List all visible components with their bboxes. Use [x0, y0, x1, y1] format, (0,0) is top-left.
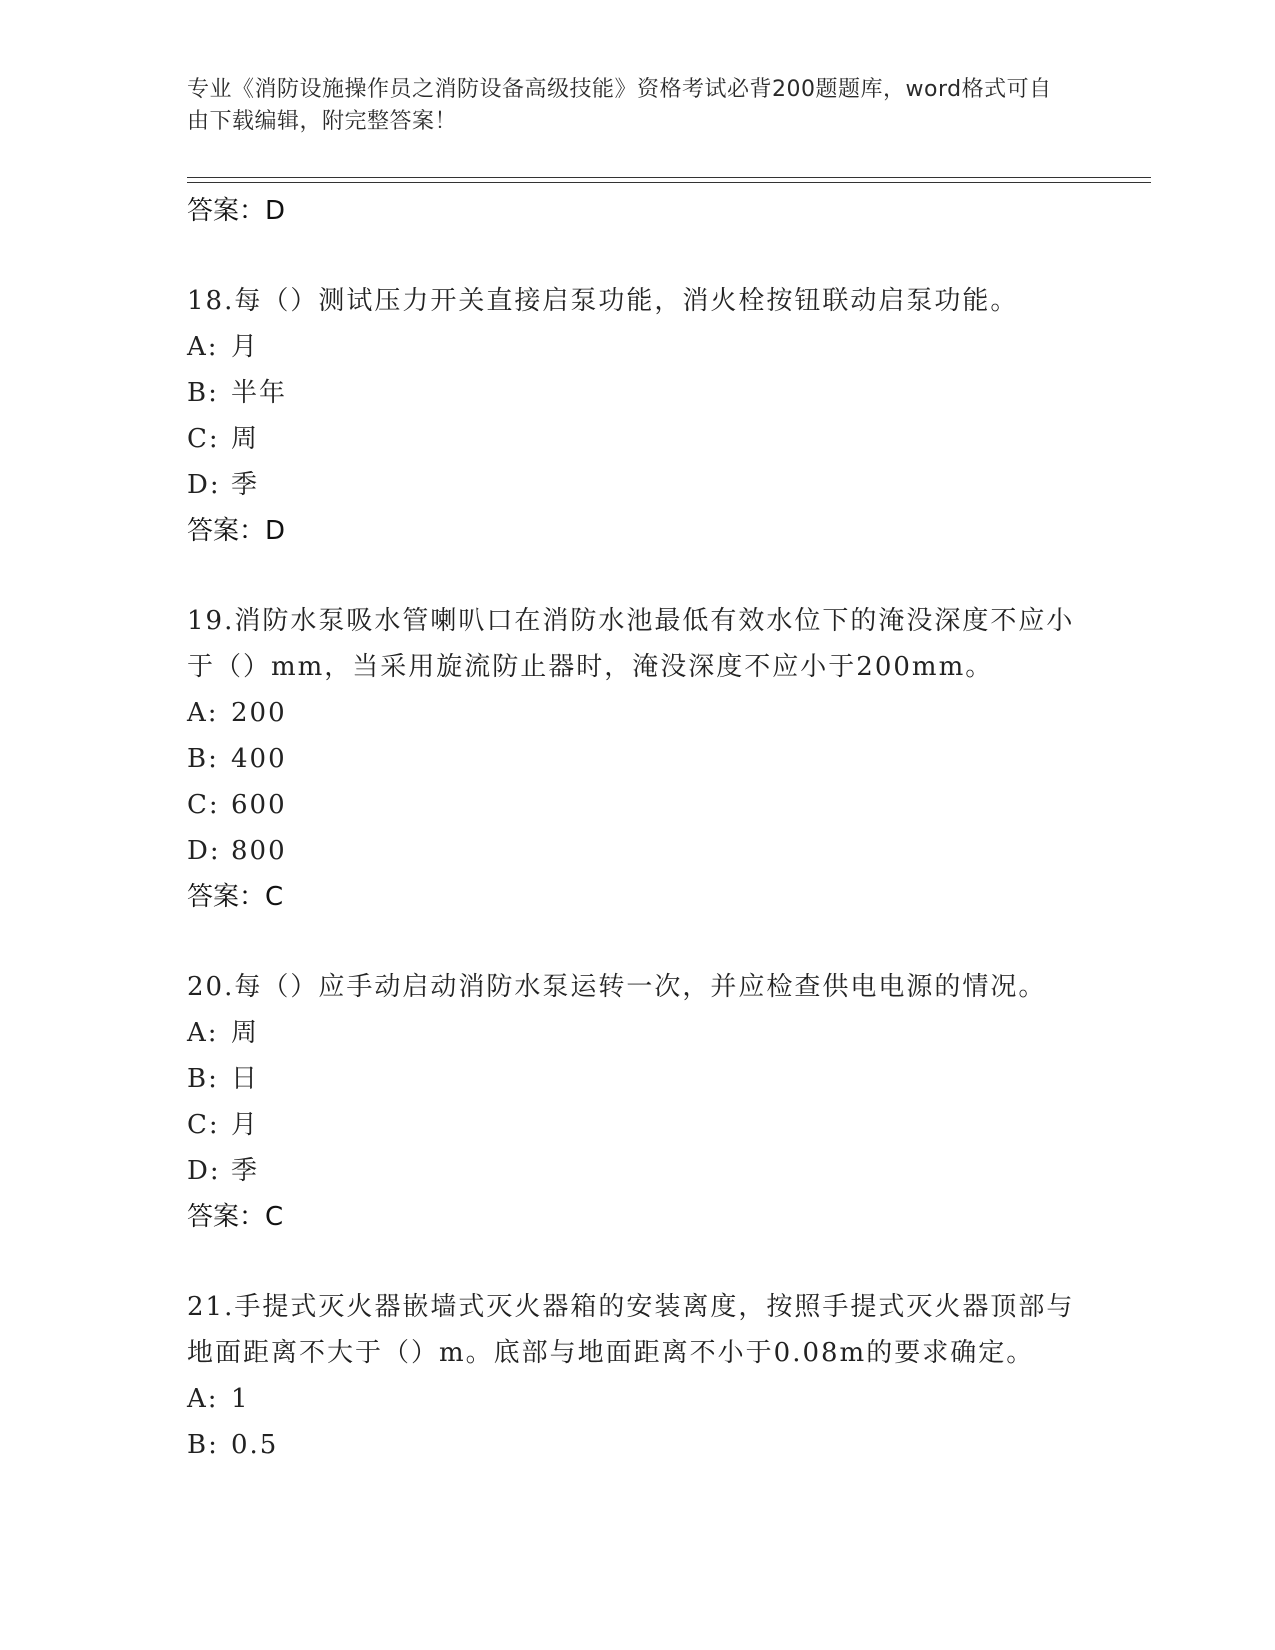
option-label: B:: [187, 744, 219, 774]
question-text: 21.手提式灭火器嵌墙式灭火器箱的安装离度，按照手提式灭火器顶部与地面距离不大于（）m。底部与地面距离不小于0.08m的要求确定。: [187, 1292, 1075, 1368]
option-label: D:: [187, 1156, 221, 1186]
answer-line: 答案：C: [187, 882, 284, 912]
header-divider-bottom: [187, 182, 1151, 183]
option-b: [187, 1422, 1087, 1468]
question-21: [187, 1284, 1087, 1468]
question-19: [187, 598, 1087, 920]
option-c: [187, 416, 1087, 462]
answer-line: 答案：C: [187, 1202, 284, 1232]
option-text: 日: [231, 1064, 260, 1094]
option-label: A:: [187, 332, 219, 362]
option-c: [187, 1102, 1087, 1148]
option-text: 400: [231, 744, 287, 774]
option-text: 半年: [231, 378, 288, 408]
option-text: 周: [231, 424, 260, 454]
option-b: [187, 370, 1087, 416]
option-d: [187, 462, 1087, 508]
document-header: 专业《消防设施操作员之消防设备高级技能》资格考试必背200题题库，word格式可自由下载编辑，附完整答案！: [187, 77, 1052, 134]
option-label: C:: [187, 790, 220, 820]
question-text: 18.每（）测试压力开关直接启泵功能，消火栓按钮联动启泵功能。: [187, 286, 1019, 316]
option-d: [187, 828, 1087, 874]
option-b: [187, 1056, 1087, 1102]
option-label: B:: [187, 1430, 219, 1460]
question-list: [187, 188, 1087, 1512]
option-label: B:: [187, 378, 219, 408]
option-c: [187, 782, 1087, 828]
option-label: D:: [187, 836, 221, 866]
answer-line: 答案：D: [187, 516, 286, 546]
question-text: 19.消防水泵吸水管喇叭口在消防水池最低有效水位下的淹没深度不应小于（）mm，当采用旋流防止器时，淹没深度不应小于200mm。: [187, 606, 1075, 682]
header-divider-top: [187, 177, 1151, 178]
option-a: [187, 1376, 1087, 1422]
option-text: 1: [231, 1384, 250, 1414]
question-text: 20.每（）应手动启动消防水泵运转一次，并应检查供电电源的情况。: [187, 972, 1047, 1002]
option-text: 800: [231, 836, 287, 866]
option-a: [187, 324, 1087, 370]
option-a: [187, 690, 1087, 736]
question-18: [187, 278, 1087, 554]
option-label: B:: [187, 1064, 219, 1094]
option-label: D:: [187, 470, 221, 500]
option-a: [187, 1010, 1087, 1056]
option-text: 周: [231, 1018, 260, 1048]
answer-line: 答案：D: [187, 196, 286, 226]
option-label: A:: [187, 1384, 219, 1414]
option-text: 月: [231, 1110, 260, 1140]
option-label: C:: [187, 424, 220, 454]
option-text: 0.5: [231, 1430, 279, 1460]
option-text: 季: [231, 1156, 260, 1186]
question-20: [187, 964, 1087, 1240]
option-b: [187, 736, 1087, 782]
option-d: [187, 1148, 1087, 1194]
option-text: 月: [231, 332, 260, 362]
option-label: A:: [187, 1018, 219, 1048]
option-text: 季: [231, 470, 260, 500]
option-label: C:: [187, 1110, 220, 1140]
option-text: 200: [231, 698, 287, 728]
option-text: 600: [231, 790, 287, 820]
option-label: A:: [187, 698, 219, 728]
